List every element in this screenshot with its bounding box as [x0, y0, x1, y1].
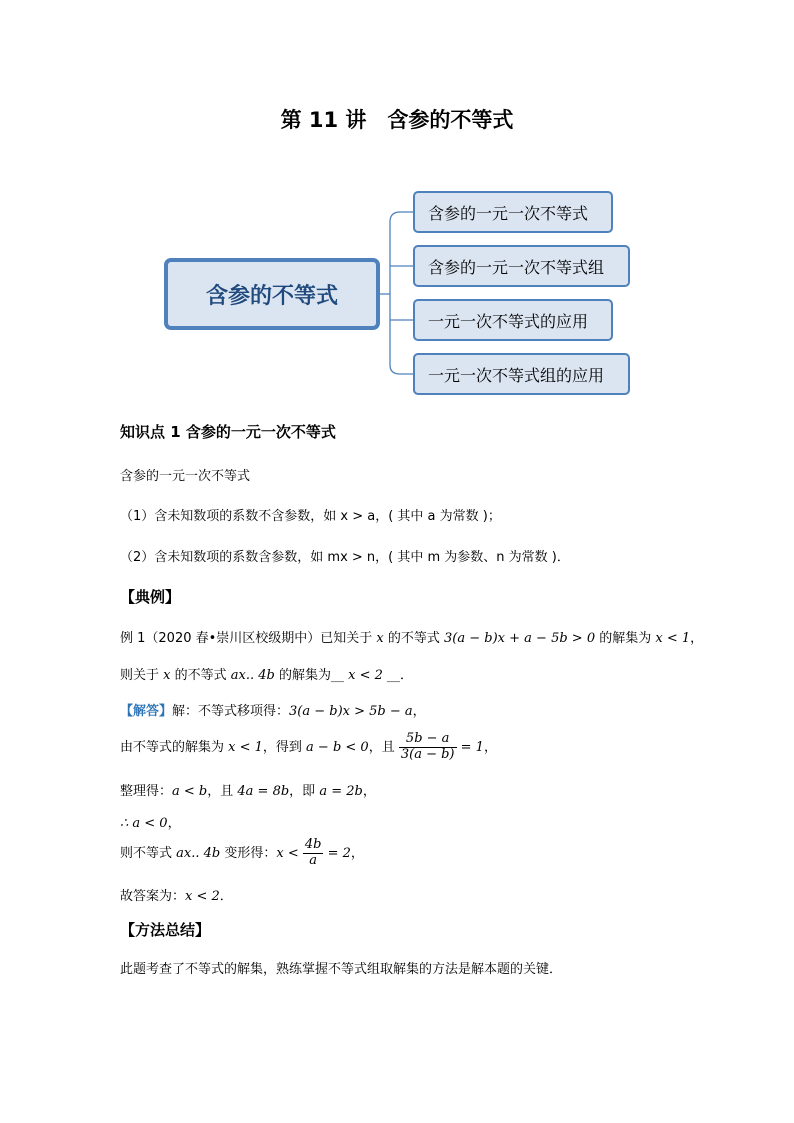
math-solution: x < 1 — [655, 631, 691, 646]
text: ，即 — [289, 784, 320, 799]
mind-map-branch: 含参的一元一次不等式组 — [413, 245, 630, 287]
summary-label: 【方法总结】 — [120, 921, 211, 939]
text: ， — [412, 704, 426, 719]
text: ，且 — [368, 739, 399, 755]
text: ， — [350, 845, 364, 861]
text: ． — [400, 668, 414, 683]
fraction-numerator: 5b − a — [399, 732, 457, 748]
text: ， — [167, 816, 181, 831]
math-expr: = 1 — [456, 739, 484, 755]
example-line-1 — [120, 627, 703, 646]
math-expr: x < 1 — [228, 739, 263, 755]
section-intro: 含参的一元一次不等式 — [120, 469, 251, 484]
text: 解：不等式移项得： — [172, 704, 290, 719]
text: 的解集为 — [274, 668, 331, 683]
fraction — [303, 838, 324, 869]
connector-trunk — [390, 212, 413, 374]
math-var: x — [376, 631, 384, 646]
text: ， — [690, 631, 704, 646]
solution-line-3 — [120, 780, 376, 799]
text: ， — [362, 784, 376, 799]
text: 变形得： — [220, 845, 277, 861]
text: 故答案为： — [120, 889, 186, 904]
text: 的不等式 — [170, 668, 231, 683]
text: 例 1（2020 春•崇川区校级期中）已知关于 — [120, 631, 377, 646]
math-expr: a − b < 0 — [306, 739, 369, 755]
solution-line-4 — [120, 812, 181, 831]
mind-map-central-node: 含参的不等式 — [164, 258, 380, 330]
text: 的解集为 — [595, 631, 656, 646]
mind-map-branch: 一元一次不等式组的应用 — [413, 353, 630, 395]
math-expr: ∴ a < 0 — [120, 816, 168, 831]
section-item-1: （1）含未知数项的系数不含参数，如 x > a，( 其中 a 为常数 )； — [120, 509, 501, 524]
math-expr: = 2 — [323, 845, 351, 861]
text: 则关于 — [120, 668, 164, 683]
math-expr: 3(a − b)x > 5b − a — [289, 704, 413, 719]
summary-text: 此题考查了不等式的解集，熟练掌握不等式组取解集的方法是解本题的关键． — [120, 962, 563, 977]
solution-line-2 — [120, 732, 497, 763]
text: ， — [483, 739, 497, 755]
answer-blank: __ x < 2 __ — [330, 668, 400, 683]
solution-line-6 — [120, 885, 233, 904]
mind-map-branch: 含参的一元一次不等式 — [413, 191, 613, 233]
text: 则不等式 — [120, 845, 177, 861]
text: 整理得： — [120, 784, 173, 799]
mind-map-connectors — [0, 0, 794, 400]
fraction-numerator: 4b — [304, 837, 322, 852]
section-item-2: （2）含未知数项的系数含参数，如 mx > n，( 其中 m 为参数、n 为常数 )． — [120, 550, 570, 565]
text: ，得到 — [262, 739, 307, 755]
mind-map-branch: 一元一次不等式的应用 — [413, 299, 613, 341]
solution-label: 【解答】 — [120, 704, 173, 719]
text: 由不等式的解集为 — [120, 739, 229, 755]
math-expr: x < — [276, 845, 303, 861]
math-expr: a = 2b — [319, 784, 363, 799]
fraction — [399, 732, 457, 763]
solution-line-5 — [120, 838, 364, 869]
math-var: x — [163, 668, 171, 683]
example-label: 【典例】 — [120, 588, 181, 606]
math-expr: ax.. 4b — [176, 845, 221, 861]
text: 的不等式 — [383, 631, 445, 646]
fraction-denominator: 3(a − b) — [400, 746, 455, 762]
solution-line-1 — [120, 700, 426, 719]
example-line-2 — [120, 664, 413, 683]
math-inequality: ax.. 4b — [230, 668, 275, 683]
section-heading: 知识点 1 含参的一元一次不等式 — [120, 423, 336, 441]
math-expr: 4a = 8b — [237, 784, 290, 799]
page-title: 第 11 讲 含参的不等式 — [280, 108, 514, 132]
text: ． — [219, 889, 233, 904]
math-inequality: 3(a − b)x + a − 5b > 0 — [444, 631, 596, 646]
mind-map — [0, 0, 794, 400]
text: ，且 — [207, 784, 238, 799]
math-expr: x < 2 — [185, 889, 220, 904]
fraction-denominator: a — [309, 852, 318, 868]
math-expr: a < b — [172, 784, 208, 799]
